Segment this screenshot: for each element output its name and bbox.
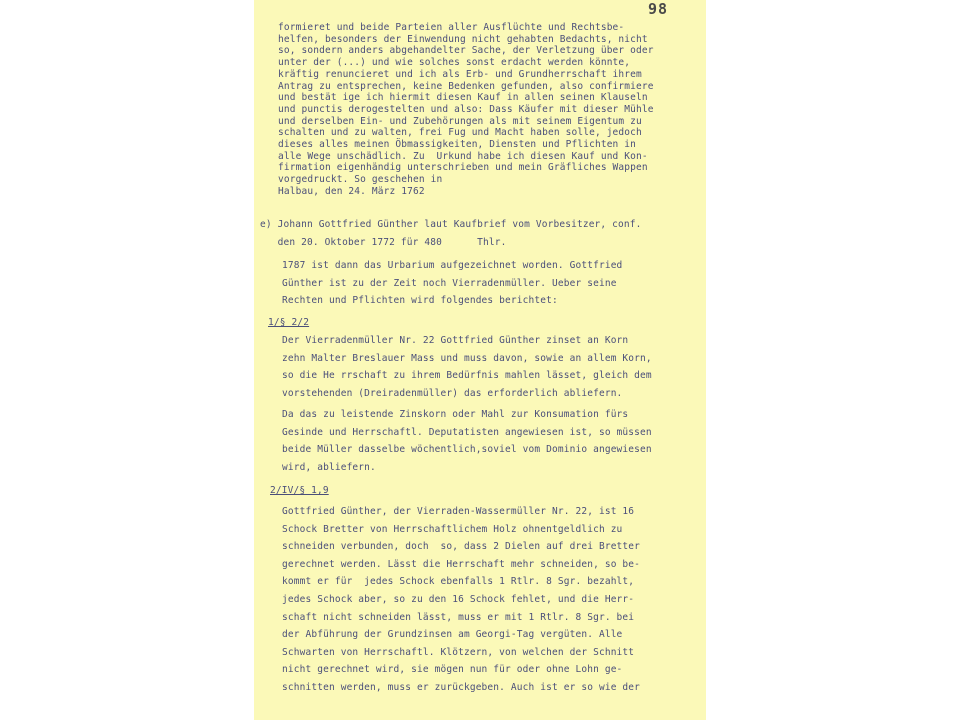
text-line: Da das zu leistende Zinskorn oder Mahl zur Konsumation fürs (282, 409, 629, 420)
text-line: kräftig renuncieret und ich als Erb- und Grundherrschaft ihrem (278, 68, 642, 80)
text-line: so die He rrschaft zu ihrem Bedürfnis mahlen lässet, gleich dem (282, 370, 652, 382)
text-line: formieret und beide Parteien aller Ausflüchte und Rechtsbe- (278, 22, 625, 33)
text-line: schaft nicht schneiden lässt, muss er mit 1 Rtlr. 8 Sgr. bei (282, 611, 635, 623)
text-line: Schock Bretter von Herrschaftlichem Holz ohnentgeldlich zu (282, 523, 623, 535)
text-line: vorstehenden (Dreiradenmüller) das erforderlich abliefern. (282, 387, 623, 399)
text-line: schneiden verbunden, doch so, dass 2 Dielen auf drei Bretter (282, 541, 641, 553)
text-line: Günther ist zu der Zeit noch Vierradenmüller. Ueber seine (282, 277, 617, 289)
text-line: Rechten und Pflichten wird folgendes berichtet: (282, 295, 558, 306)
text-line: alle Wege unschädlich. Zu Urkund habe ich diesen Kauf und Kon- (278, 150, 648, 162)
text-line: kommt er für jedes Schock ebenfalls 1 Rtlr. 8 Sgr. bezahlt, (282, 576, 635, 588)
text-line: firmation eigenhändig unterschrieben und mein Gräfliches Wappen (278, 162, 648, 174)
text-line: nicht gerechnet wird, sie mögen nun für oder ohne Lohn ge- (282, 664, 623, 676)
section-heading: 2/IV/§ 1,9 (270, 485, 329, 496)
text-line: gerechnet werden. Lässt die Herrschaft mehr schneiden, so be- (282, 558, 641, 570)
text-line: Schwarten von Herrschaftl. Klötzern, von welchen der Schnitt (282, 646, 635, 658)
text-line: Gesinde und Herrschaftl. Deputatisten angewiesen ist, so müssen (282, 426, 652, 438)
text-line: dieses alles meinen Öbmassigkeiten, Diensten und Pflichten in (278, 139, 637, 150)
section-heading: 1/§ 2/2 (268, 317, 310, 328)
text-line: helfen, besonders der Einwendung nicht gehabten Bedachts, nicht (278, 33, 648, 45)
text-line: unter der (...) und wie solches sonst erdacht werden könnte, (278, 57, 631, 69)
list-item-e: e) Johann Gottfried Günther laut Kaufbrief vom Vorbesitzer, conf. (260, 219, 642, 230)
text-line: schalten und zu walten, frei Fug und Macht haben solle, jedoch (278, 127, 642, 139)
text-line: beide Müller dasselbe wöchentlich,soviel vom Dominio angewiesen (282, 444, 652, 456)
text-line: der Abführung der Grundzinsen am Georgi-Tag vergüten. Alle (282, 629, 623, 641)
text-line: und derselben Ein- und Zubehörungen als mit seinem Eigentum zu (278, 115, 642, 127)
text-line: Gottfried Günther, der Vierraden-Wassermüller Nr. 22, ist 16 (282, 506, 635, 517)
text-line: zehn Malter Breslauer Mass und muss davon, sowie an allem Korn, (282, 352, 652, 364)
list-item-e: den 20. Oktober 1772 für 480 Thlr. (260, 237, 507, 248)
page-number: 98 (648, 0, 669, 18)
text-line: vorgedruckt. So geschehen in (278, 174, 443, 186)
text-line: so, sondern anders abgehandelter Sache, der Verletzung über oder (278, 45, 654, 57)
text-line: wird, abliefern. (282, 461, 376, 473)
text-line: Der Vierradenmüller Nr. 22 Gottfried Günther zinset an Korn (282, 335, 629, 346)
text-line: jedes Schock aber, so zu den 16 Schock fehlet, und die Herr- (282, 594, 635, 605)
text-line: Halbau, den 24. März 1762 (278, 185, 425, 197)
text-line: und punctis derogestelten und also: Dass Käufer mit dieser Mühle (278, 103, 654, 115)
text-line: Antrag zu entsprechen, keine Bedenken gefunden, also confirmiere (278, 80, 654, 92)
text-line: 1787 ist dann das Urbarium aufgezeichnet worden. Gottfried (282, 260, 623, 271)
text-line: und bestät ige ich hiermit diesen Kauf in allen seinen Klauseln (278, 92, 648, 104)
document-page (254, 0, 706, 720)
text-line: schnitten werden, muss er zurückgeben. Auch ist er so wie der (282, 682, 641, 693)
